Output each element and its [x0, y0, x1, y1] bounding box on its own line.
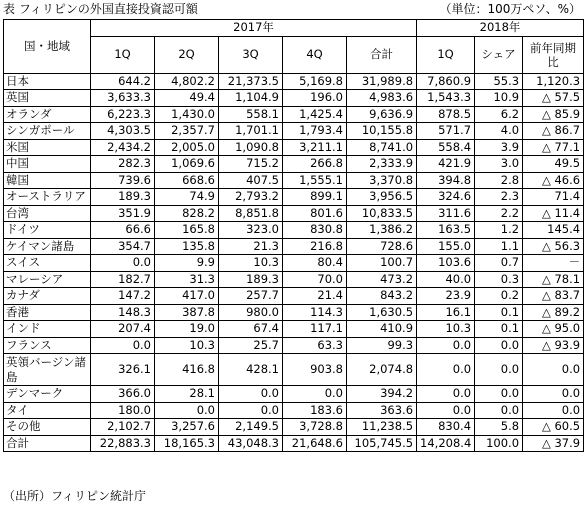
table-row: [4, 238, 584, 255]
value-cell: 980.0: [219, 304, 283, 321]
table-row: [4, 321, 584, 338]
value-cell: 14,208.4: [417, 435, 475, 452]
value-cell: 135.8: [155, 238, 219, 255]
table-row: [4, 288, 584, 305]
value-cell: 878.5: [417, 106, 475, 123]
value-cell: 1,630.5: [347, 304, 417, 321]
table-body: [4, 73, 584, 452]
value-cell: 189.3: [219, 271, 283, 288]
value-cell: 3,956.5: [347, 189, 417, 206]
value-cell: 182.7: [91, 271, 155, 288]
table-row: [4, 90, 584, 107]
value-cell: 1,120.3: [523, 73, 584, 90]
table-row: [4, 386, 584, 403]
value-cell: 74.9: [155, 189, 219, 206]
table-row: [4, 402, 584, 419]
value-cell: △ 56.3: [523, 238, 584, 255]
value-cell: 21.3: [219, 238, 283, 255]
title-row: [3, 1, 583, 18]
country-name-cell: インド: [4, 321, 91, 338]
value-cell: 10.3: [155, 337, 219, 354]
value-cell: △ 57.5: [523, 90, 584, 107]
value-cell: 715.2: [219, 156, 283, 173]
table-row: [4, 139, 584, 156]
value-cell: 903.8: [283, 354, 347, 386]
country-name-cell: 中国: [4, 156, 91, 173]
country-name-cell: フランス: [4, 337, 91, 354]
value-cell: 4,983.6: [347, 90, 417, 107]
table-row: [4, 106, 584, 123]
value-cell: 18,165.3: [155, 435, 219, 452]
value-cell: 282.3: [91, 156, 155, 173]
value-cell: △ 11.4: [523, 205, 584, 222]
value-cell: 2,149.5: [219, 419, 283, 436]
table-row: [4, 354, 584, 386]
value-cell: 21.4: [283, 288, 347, 305]
value-cell: 100.0: [475, 435, 523, 452]
value-cell: 0.0: [283, 386, 347, 403]
value-cell: 49.5: [523, 156, 584, 173]
value-cell: 25.7: [219, 337, 283, 354]
value-cell: 3.9: [475, 139, 523, 156]
table-row: [4, 255, 584, 272]
table-row: [4, 304, 584, 321]
table-row: [4, 73, 584, 90]
value-cell: 0.0: [417, 386, 475, 403]
value-cell: 351.9: [91, 205, 155, 222]
value-cell: 7,860.9: [417, 73, 475, 90]
value-cell: 830.8: [283, 222, 347, 239]
value-cell: 163.5: [417, 222, 475, 239]
value-cell: 4,303.5: [91, 123, 155, 140]
value-cell: 558.4: [417, 139, 475, 156]
value-cell: 3,211.1: [283, 139, 347, 156]
value-cell: 428.1: [219, 354, 283, 386]
value-cell: 1,793.4: [283, 123, 347, 140]
value-cell: 99.3: [347, 337, 417, 354]
value-cell: 22,883.3: [91, 435, 155, 452]
value-cell: 66.6: [91, 222, 155, 239]
table-row: [4, 205, 584, 222]
table-row: [4, 156, 584, 173]
table-row: [4, 271, 584, 288]
value-cell: 739.6: [91, 172, 155, 189]
value-cell: 2.2: [475, 205, 523, 222]
value-cell: 1,430.0: [155, 106, 219, 123]
value-cell: 147.2: [91, 288, 155, 305]
value-cell: 49.4: [155, 90, 219, 107]
value-cell: 0.0: [91, 255, 155, 272]
value-cell: 801.6: [283, 205, 347, 222]
value-cell: 145.4: [523, 222, 584, 239]
value-cell: 0.0: [475, 354, 523, 386]
value-cell: 728.6: [347, 238, 417, 255]
value-cell: 1,543.3: [417, 90, 475, 107]
value-cell: 417.0: [155, 288, 219, 305]
col-header-2017-2q: 2Q: [155, 36, 219, 73]
value-cell: 10.3: [219, 255, 283, 272]
value-cell: 23.9: [417, 288, 475, 305]
value-cell: 8,741.0: [347, 139, 417, 156]
value-cell: 1,425.4: [283, 106, 347, 123]
value-cell: 10,833.5: [347, 205, 417, 222]
value-cell: 407.5: [219, 172, 283, 189]
value-cell: 394.8: [417, 172, 475, 189]
value-cell: 11,238.5: [347, 419, 417, 436]
value-cell: 5,169.8: [283, 73, 347, 90]
value-cell: 473.2: [347, 271, 417, 288]
value-cell: 571.7: [417, 123, 475, 140]
source-note: （出所）フィリピン統計庁: [3, 489, 147, 503]
value-cell: 0.0: [417, 337, 475, 354]
value-cell: 4,802.2: [155, 73, 219, 90]
value-cell: 0.0: [523, 354, 584, 386]
value-cell: 828.2: [155, 205, 219, 222]
year-2018-header: 2018年: [417, 20, 584, 37]
value-cell: 0.0: [219, 402, 283, 419]
value-cell: △ 37.9: [523, 435, 584, 452]
country-name-cell: タイ: [4, 402, 91, 419]
value-cell: 0.7: [475, 255, 523, 272]
value-cell: △ 46.6: [523, 172, 584, 189]
value-cell: 71.4: [523, 189, 584, 206]
value-cell: 4.0: [475, 123, 523, 140]
value-cell: 830.4: [417, 419, 475, 436]
value-cell: 189.3: [91, 189, 155, 206]
country-name-cell: オーストラリア: [4, 189, 91, 206]
value-cell: 0.0: [523, 402, 584, 419]
value-cell: 416.8: [155, 354, 219, 386]
col-header-yoy: 前年同期比: [523, 36, 584, 73]
value-cell: 326.1: [91, 354, 155, 386]
value-cell: 410.9: [347, 321, 417, 338]
value-cell: 1,104.9: [219, 90, 283, 107]
value-cell: 0.0: [523, 386, 584, 403]
value-cell: 3.0: [475, 156, 523, 173]
value-cell: 2,102.7: [91, 419, 155, 436]
country-name-cell: デンマーク: [4, 386, 91, 403]
value-cell: 324.6: [417, 189, 475, 206]
value-cell: △ 83.7: [523, 288, 584, 305]
table-row: [4, 337, 584, 354]
value-cell: 16.1: [417, 304, 475, 321]
value-cell: 43,048.3: [219, 435, 283, 452]
value-cell: 2.3: [475, 189, 523, 206]
col-header-2017-1q: 1Q: [91, 36, 155, 73]
country-name-cell: ケイマン諸島: [4, 238, 91, 255]
year-2017-header: 2017年: [91, 20, 417, 37]
value-cell: 80.4: [283, 255, 347, 272]
col-header-2017-4q: 4Q: [283, 36, 347, 73]
value-cell: 117.1: [283, 321, 347, 338]
value-cell: 148.3: [91, 304, 155, 321]
value-cell: 105,745.5: [347, 435, 417, 452]
value-cell: 8,851.8: [219, 205, 283, 222]
value-cell: －: [523, 255, 584, 272]
col-header-2018-1q: 1Q: [417, 36, 475, 73]
value-cell: 10,155.8: [347, 123, 417, 140]
country-name-cell: 台湾: [4, 205, 91, 222]
value-cell: 0.3: [475, 271, 523, 288]
value-cell: 3,633.3: [91, 90, 155, 107]
value-cell: 70.0: [283, 271, 347, 288]
value-cell: △ 60.5: [523, 419, 584, 436]
value-cell: 6.2: [475, 106, 523, 123]
value-cell: 0.2: [475, 288, 523, 305]
unit-note: （単位：100万ペソ、%）: [439, 2, 581, 16]
value-cell: 899.1: [283, 189, 347, 206]
value-cell: 216.8: [283, 238, 347, 255]
table-row: [4, 172, 584, 189]
value-cell: 31.3: [155, 271, 219, 288]
value-cell: 0.0: [155, 402, 219, 419]
value-cell: 1,555.1: [283, 172, 347, 189]
value-cell: 40.0: [417, 271, 475, 288]
value-cell: 1,090.8: [219, 139, 283, 156]
value-cell: 644.2: [91, 73, 155, 90]
value-cell: 19.0: [155, 321, 219, 338]
value-cell: 165.8: [155, 222, 219, 239]
table-row: [4, 419, 584, 436]
country-name-cell: シンガポール: [4, 123, 91, 140]
value-cell: 2,357.7: [155, 123, 219, 140]
value-cell: 323.0: [219, 222, 283, 239]
col-header-2017-3q: 3Q: [219, 36, 283, 73]
value-cell: 21,373.5: [219, 73, 283, 90]
country-name-cell: 米国: [4, 139, 91, 156]
value-cell: 354.7: [91, 238, 155, 255]
value-cell: 6,223.3: [91, 106, 155, 123]
country-name-cell: オランダ: [4, 106, 91, 123]
value-cell: 2,005.0: [155, 139, 219, 156]
value-cell: 366.0: [91, 386, 155, 403]
value-cell: 363.6: [347, 402, 417, 419]
value-cell: 2,333.9: [347, 156, 417, 173]
value-cell: 311.6: [417, 205, 475, 222]
value-cell: 100.7: [347, 255, 417, 272]
value-cell: 28.1: [155, 386, 219, 403]
value-cell: 9,636.9: [347, 106, 417, 123]
value-cell: 0.0: [91, 337, 155, 354]
value-cell: 10.3: [417, 321, 475, 338]
value-cell: △ 95.0: [523, 321, 584, 338]
table-title: 表 フィリピンの外国直接投資認可額: [3, 2, 198, 16]
value-cell: 1.2: [475, 222, 523, 239]
value-cell: 55.3: [475, 73, 523, 90]
value-cell: 3,257.6: [155, 419, 219, 436]
value-cell: 67.4: [219, 321, 283, 338]
value-cell: 266.8: [283, 156, 347, 173]
value-cell: 387.8: [155, 304, 219, 321]
value-cell: 3,728.8: [283, 419, 347, 436]
table-row: [4, 189, 584, 206]
value-cell: 3,370.8: [347, 172, 417, 189]
value-cell: 668.6: [155, 172, 219, 189]
country-name-cell: 合計: [4, 435, 91, 452]
value-cell: 0.1: [475, 321, 523, 338]
value-cell: 1.1: [475, 238, 523, 255]
value-cell: 207.4: [91, 321, 155, 338]
col-header-share: シェア: [475, 36, 523, 73]
value-cell: 1,069.6: [155, 156, 219, 173]
value-cell: △ 77.1: [523, 139, 584, 156]
table-row: [4, 123, 584, 140]
value-cell: 21,648.6: [283, 435, 347, 452]
col-header-2017-total: 合計: [347, 36, 417, 73]
value-cell: 1,701.1: [219, 123, 283, 140]
value-cell: 257.7: [219, 288, 283, 305]
value-cell: 2,793.2: [219, 189, 283, 206]
value-cell: 10.9: [475, 90, 523, 107]
value-cell: 155.0: [417, 238, 475, 255]
total-row: [4, 435, 584, 452]
value-cell: 2.8: [475, 172, 523, 189]
value-cell: △ 85.9: [523, 106, 584, 123]
value-cell: 0.0: [475, 386, 523, 403]
value-cell: 180.0: [91, 402, 155, 419]
value-cell: 63.3: [283, 337, 347, 354]
value-cell: 421.9: [417, 156, 475, 173]
value-cell: 0.0: [417, 402, 475, 419]
country-name-cell: スイス: [4, 255, 91, 272]
value-cell: 1,386.2: [347, 222, 417, 239]
value-cell: △ 78.1: [523, 271, 584, 288]
value-cell: △ 86.7: [523, 123, 584, 140]
value-cell: 0.0: [475, 337, 523, 354]
value-cell: 196.0: [283, 90, 347, 107]
value-cell: 0.0: [417, 354, 475, 386]
value-cell: 2,074.8: [347, 354, 417, 386]
value-cell: 103.6: [417, 255, 475, 272]
country-name-cell: マレーシア: [4, 271, 91, 288]
value-cell: 558.1: [219, 106, 283, 123]
fdi-table: [3, 19, 584, 452]
country-name-cell: その他: [4, 419, 91, 436]
country-name-cell: カナダ: [4, 288, 91, 305]
value-cell: 843.2: [347, 288, 417, 305]
value-cell: 31,989.8: [347, 73, 417, 90]
value-cell: 2,434.2: [91, 139, 155, 156]
value-cell: △ 93.9: [523, 337, 584, 354]
country-header: 国・地域: [4, 20, 91, 74]
country-name-cell: 日本: [4, 73, 91, 90]
value-cell: 0.0: [219, 386, 283, 403]
table-row: [4, 222, 584, 239]
country-name-cell: 香港: [4, 304, 91, 321]
country-name-cell: ドイツ: [4, 222, 91, 239]
country-name-cell: 英領バージン諸島: [4, 354, 91, 386]
value-cell: 394.2: [347, 386, 417, 403]
value-cell: 183.6: [283, 402, 347, 419]
value-cell: 9.9: [155, 255, 219, 272]
value-cell: 5.8: [475, 419, 523, 436]
value-cell: 0.0: [475, 402, 523, 419]
value-cell: △ 89.2: [523, 304, 584, 321]
value-cell: 0.1: [475, 304, 523, 321]
country-name-cell: 韓国: [4, 172, 91, 189]
value-cell: 114.3: [283, 304, 347, 321]
country-name-cell: 英国: [4, 90, 91, 107]
